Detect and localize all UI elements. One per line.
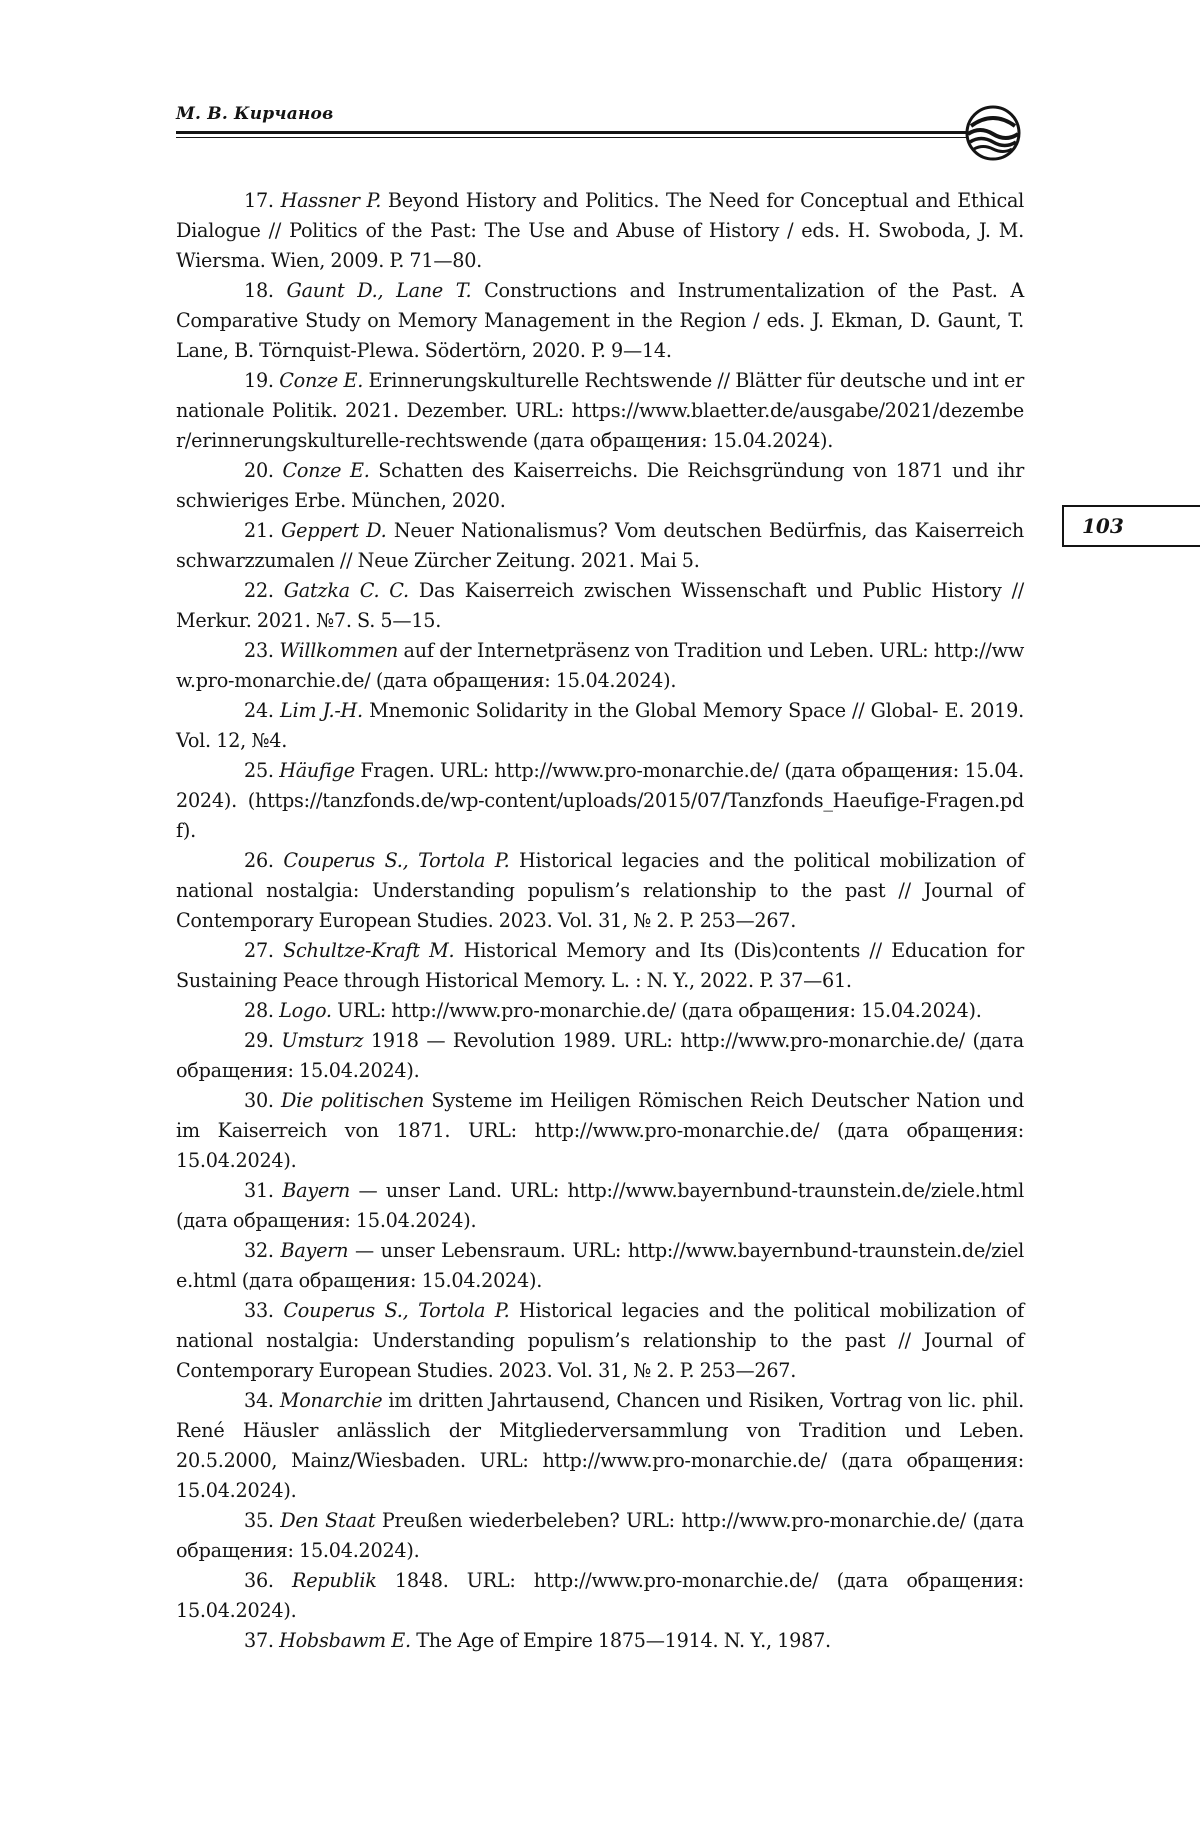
reference-17: 17. Hassner P. Beyond History and Politics. The Need for Conceptual and Ethical Dialogue // Politics of the Past: The Use and Abuse of History / eds. H. Swoboda, J. M. Wiersma. Wien, 2009. P. 71—80. xyxy=(176,189,1025,272)
reference-33: 33. Couperus S., Tortola P. Historical legacies and the political mobilization of national nostalgia: Understanding populism’s relationship to the past // Journal of Contemporary European Studies. 2023. Vol. 31, № 2. P. 253—267. xyxy=(176,1299,1024,1382)
reference-31: 31. Bayern — unser Land. URL: http://www.bayernbund-traunstein.de/ziele.html (дата обращения: 15.04.2024). xyxy=(176,1179,1024,1232)
reference-36: 36. Republik 1848. URL: http://www.pro-monarchie.de/ (дата обращения: 15.04.2024). xyxy=(176,1569,1024,1622)
reference-22: 22. Gatzka C. C. Das Kaiserreich zwischen Wissenschaft und Public History // Merkur. 2021. №7. S. 5—15. xyxy=(176,579,1024,632)
reference-23: 23. Willkommen auf der Internetpräsenz von Tradition und Leben. URL: http://www.pro-monarchie.de/ (дата обращения: 15.04.2024). xyxy=(176,639,1024,692)
journal-logo-icon xyxy=(962,104,1024,162)
reference-35: 35. Den Staat Preußen wiederbeleben? URL: http://www.pro-monarchie.de/ (дата обращения: 15.04.2024). xyxy=(176,1509,1024,1562)
reference-32: 32. Bayern — unser Lebensraum. URL: http://www.bayernbund-traunstein.de/ziele.html (дата обращения: 15.04.2024). xyxy=(176,1239,1024,1292)
running-head: М. В. Кирчанов xyxy=(176,104,334,124)
reference-34: 34. Monarchie im dritten Jahrtausend, Chancen und Risiken, Vortrag von lic. phil. René Häusler anlässlich der Mitgliederversammlung von Tradition und Leben. 20.5.2000, Mainz/Wiesbaden. URL: http://www.pro-monarchie.de/ (дата обращения: 15.04.2024). xyxy=(176,1389,1024,1502)
reference-20: 20. Conze E. Schatten des Kaiserreichs. Die Reichsgründung von 1871 und ihr schwieriges Erbe. München, 2020. xyxy=(176,459,1024,512)
reference-19: 19. Conze E. Erinnerungskulturelle Rechtswende // Blätter für deutsche und int ernationale Politik. 2021. Dezember. URL: https://www.blaetter.de/ausgabe/2021/dezember/erinnerungskulturelle-rechtswende (дата обращения: 15.04.2024). xyxy=(176,369,1024,452)
header-rule xyxy=(176,131,968,134)
reference-28: 28. Logo. URL: http://www.pro-monarchie.de/ (дата обращения: 15.04.2024). xyxy=(244,999,982,1022)
reference-25: 25. Häufige Fragen. URL: http://www.pro-monarchie.de/ (дата обращения: 15.04.2024). (https://tanzfonds.de/wp-content/uploads/2015/07/Tanzfonds_Haeufige-Fragen.pdf). xyxy=(176,759,1024,842)
page-number-box xyxy=(1062,505,1200,547)
reference-37: 37. Hobsbawm E. The Age of Empire 1875—1914. N. Y., 1987. xyxy=(244,1629,831,1652)
page-number: 103 xyxy=(1082,514,1124,538)
reference-list xyxy=(176,186,1024,1656)
reference-30: 30. Die politischen Systeme im Heiligen Römischen Reich Deutscher Nation und im Kaiserreich von 1871. URL: http://www.pro-monarchie.de/ (дата обращения: 15.04.2024). xyxy=(176,1089,1024,1172)
reference-18: 18. Gaunt D., Lane T. Constructions and Instrumentalization of the Past. A Comparative Study on Memory Management in the Region / eds. J. Ekman, D. Gaunt, T. Lane, B. Törnquist-Plewa. Södertörn, 2020. P. 9—14. xyxy=(176,279,1024,362)
header-rule-thin xyxy=(176,137,968,138)
reference-27: 27. Schultze-Kraft M. Historical Memory and Its (Dis)contents // Education for Sustaining Peace through Historical Memory. L. : N. Y., 2022. P. 37—61. xyxy=(176,939,1024,992)
reference-26: 26. Couperus S., Tortola P. Historical legacies and the political mobilization of national nostalgia: Understanding populism’s relationship to the past // Journal of Contemporary European Studies. 2023. Vol. 31, № 2. P. 253—267. xyxy=(176,849,1024,932)
reference-24: 24. Lim J.-H. Mnemonic Solidarity in the Global Memory Space // Global- E. 2019. Vol. 12, №4. xyxy=(176,699,1024,752)
reference-29: 29. Umsturz 1918 — Revolution 1989. URL: http://www.pro-monarchie.de/ (дата обращения: 15.04.2024). xyxy=(176,1029,1024,1082)
reference-21: 21. Geppert D. Neuer Nationalismus? Vom deutschen Bedürfnis, das Kaiserreich schwarzzumalen // Neue Zürcher Zeitung. 2021. Mai 5. xyxy=(176,519,1024,572)
